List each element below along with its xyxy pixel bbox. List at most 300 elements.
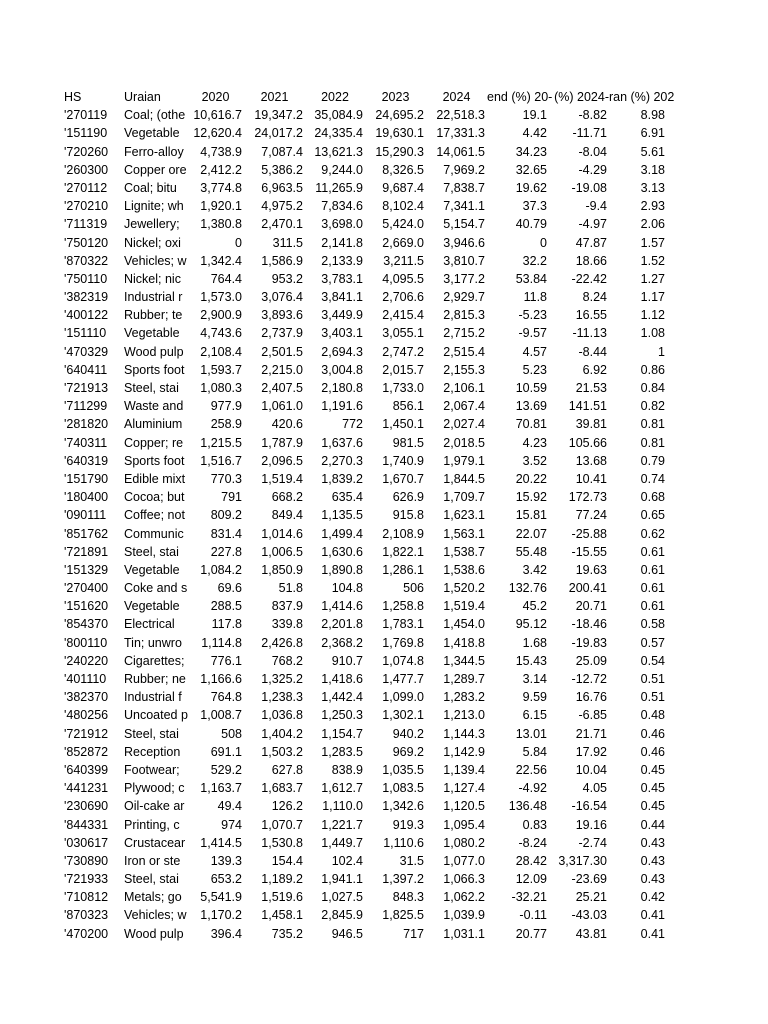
cell-share: 2.06 bbox=[640, 217, 665, 232]
cell-uraian: Steel, stai bbox=[124, 726, 179, 741]
cell-uraian: Metals; go bbox=[124, 890, 182, 905]
cell-trend: -9.57 bbox=[518, 326, 547, 341]
cell-hs: '180400 bbox=[64, 490, 109, 505]
cell-2022: 24,335.4 bbox=[314, 126, 363, 141]
cell-change: -4.97 bbox=[578, 217, 607, 232]
cell-hs: '750120 bbox=[64, 235, 109, 250]
cell-hs: '260300 bbox=[64, 162, 109, 177]
table-row bbox=[0, 506, 768, 524]
cell-share: 0.61 bbox=[640, 581, 665, 596]
cell-2022: 35,084.9 bbox=[314, 108, 363, 123]
cell-2021: 1,683.7 bbox=[261, 781, 303, 796]
cell-2024: 1,344.5 bbox=[443, 653, 485, 668]
cell-hs: '721933 bbox=[64, 872, 109, 887]
cell-trend: 28.42 bbox=[515, 853, 547, 868]
cell-2020: 396.4 bbox=[210, 926, 242, 941]
cell-2024: 1,538.7 bbox=[443, 544, 485, 559]
cell-share: 1 bbox=[658, 344, 665, 359]
table-row bbox=[0, 252, 768, 270]
cell-uraian: Electrical bbox=[124, 617, 175, 632]
cell-change: -11.13 bbox=[572, 326, 607, 341]
cell-hs: '870323 bbox=[64, 908, 109, 923]
cell-2020: 12,620.4 bbox=[193, 126, 242, 141]
cell-hs: '640399 bbox=[64, 762, 109, 777]
cell-share: 0.57 bbox=[640, 635, 665, 650]
cell-2023: 1,258.8 bbox=[382, 599, 424, 614]
cell-2020: 117.8 bbox=[211, 617, 242, 632]
cell-2021: 2,426.8 bbox=[261, 635, 303, 650]
cell-trend: 3.52 bbox=[522, 453, 547, 468]
table-row bbox=[0, 615, 768, 633]
cell-change: -16.54 bbox=[571, 799, 607, 814]
cell-2023: 1,822.1 bbox=[382, 544, 424, 559]
cell-change: 6.92 bbox=[582, 362, 607, 377]
table-row bbox=[0, 579, 768, 597]
cell-2021: 735.2 bbox=[271, 926, 303, 941]
cell-uraian: Crustacear bbox=[124, 835, 186, 850]
cell-2022: 2,180.8 bbox=[321, 381, 363, 395]
cell-2020: 2,412.2 bbox=[200, 162, 242, 177]
table-row bbox=[0, 888, 768, 906]
cell-2020: 809.2 bbox=[210, 508, 242, 523]
cell-2022: 1,941.1 bbox=[321, 872, 363, 887]
cell-2020: 1,166.6 bbox=[200, 672, 242, 686]
cell-2022: 2,368.2 bbox=[321, 635, 363, 650]
cell-hs: '721912 bbox=[64, 726, 109, 741]
cell-change: 17.92 bbox=[575, 744, 607, 759]
cell-2024: 2,155.3 bbox=[443, 362, 485, 377]
cell-2024: 3,810.7 bbox=[443, 253, 485, 268]
cell-change: 4.05 bbox=[582, 781, 607, 796]
cell-2024: 1,289.7 bbox=[443, 672, 485, 686]
cell-share: 0.86 bbox=[640, 362, 665, 377]
cell-change: 47.87 bbox=[575, 235, 607, 250]
cell-2021: 1,787.9 bbox=[261, 435, 303, 450]
cell-2021: 2,470.1 bbox=[261, 217, 303, 232]
cell-2022: 11,265.9 bbox=[315, 180, 363, 195]
cell-2024: 3,946.6 bbox=[443, 235, 485, 250]
cell-uraian: Printing, c bbox=[124, 817, 180, 832]
cell-change: 16.76 bbox=[575, 690, 607, 705]
cell-hs: '270400 bbox=[64, 581, 109, 596]
cell-2024: 2,515.4 bbox=[443, 344, 485, 359]
cell-2020: 3,774.8 bbox=[200, 180, 242, 195]
cell-2022: 838.9 bbox=[331, 762, 363, 777]
cell-2022: 3,403.1 bbox=[321, 326, 363, 341]
cell-2021: 1,530.8 bbox=[261, 835, 303, 850]
cell-2020: 1,114.8 bbox=[201, 635, 242, 650]
header-trend: end (%) 20- bbox=[487, 90, 553, 104]
cell-trend: 132.76 bbox=[508, 581, 547, 596]
table-row bbox=[0, 706, 768, 724]
cell-trend: 9.59 bbox=[522, 690, 547, 705]
cell-2024: 1,979.1 bbox=[443, 453, 485, 468]
table-row bbox=[0, 324, 768, 342]
cell-2020: 4,738.9 bbox=[200, 144, 242, 159]
cell-2022: 1,221.7 bbox=[321, 817, 363, 832]
cell-trend: 55.48 bbox=[515, 544, 547, 559]
cell-change: 13.68 bbox=[575, 453, 607, 468]
cell-trend: 4.23 bbox=[522, 435, 547, 450]
cell-hs: '640319 bbox=[64, 453, 109, 468]
table-row bbox=[0, 525, 768, 543]
cell-uraian: Wood pulp bbox=[124, 926, 184, 941]
cell-change: -43.03 bbox=[571, 908, 607, 923]
cell-hs: '721913 bbox=[64, 381, 109, 395]
cell-uraian: Ferro-alloy bbox=[124, 144, 184, 159]
cell-2022: 1,414.6 bbox=[321, 599, 363, 614]
cell-2024: 3,177.2 bbox=[443, 271, 485, 286]
cell-2021: 311.5 bbox=[272, 235, 303, 250]
cell-hs: '710812 bbox=[64, 890, 109, 905]
cell-trend: 15.81 bbox=[515, 508, 547, 523]
table-row bbox=[0, 343, 768, 361]
cell-2023: 969.2 bbox=[392, 744, 424, 759]
cell-2023: 1,783.1 bbox=[382, 617, 424, 632]
cell-2024: 2,106.1 bbox=[443, 381, 485, 395]
cell-share: 0.45 bbox=[640, 762, 665, 777]
table-row bbox=[0, 397, 768, 415]
table-row bbox=[0, 379, 768, 397]
cell-2023: 981.5 bbox=[392, 435, 424, 450]
cell-uraian: Communic bbox=[124, 526, 184, 541]
cell-hs: '711299 bbox=[64, 399, 108, 414]
cell-share: 0.84 bbox=[640, 381, 665, 395]
cell-2024: 1,080.2 bbox=[443, 835, 485, 850]
cell-2023: 1,099.0 bbox=[382, 690, 424, 705]
cell-change: 43.81 bbox=[575, 926, 607, 941]
cell-uraian: Rubber; te bbox=[124, 308, 183, 323]
cell-2024: 2,929.7 bbox=[443, 290, 485, 305]
cell-2021: 1,850.9 bbox=[261, 562, 303, 577]
cell-uraian: Sports foot bbox=[124, 362, 185, 377]
cell-hs: '270112 bbox=[64, 180, 108, 195]
cell-share: 8.98 bbox=[640, 108, 665, 123]
header-2024: 2024 bbox=[442, 90, 471, 104]
cell-2023: 1,074.8 bbox=[382, 653, 424, 668]
cell-2021: 3,893.6 bbox=[261, 308, 303, 323]
table-row bbox=[0, 543, 768, 561]
cell-2021: 6,963.5 bbox=[261, 180, 303, 195]
table-row bbox=[0, 688, 768, 706]
cell-2021: 4,975.2 bbox=[261, 199, 303, 214]
cell-uraian: Vegetable bbox=[124, 599, 180, 614]
cell-2024: 1,077.0 bbox=[443, 853, 485, 868]
cell-hs: '382370 bbox=[64, 690, 109, 705]
cell-2020: 5,541.9 bbox=[200, 890, 242, 905]
cell-2023: 24,695.2 bbox=[375, 108, 424, 123]
cell-2020: 258.9 bbox=[210, 417, 242, 432]
cell-2023: 9,687.4 bbox=[382, 180, 424, 195]
cell-uraian: Steel, stai bbox=[124, 381, 179, 395]
cell-share: 1.52 bbox=[640, 253, 665, 268]
header-change: (%) 2024- bbox=[554, 90, 609, 104]
cell-2024: 1,031.1 bbox=[443, 926, 485, 941]
cell-2021: 3,076.4 bbox=[261, 290, 303, 305]
cell-2023: 1,397.2 bbox=[382, 872, 424, 887]
cell-2020: 1,080.3 bbox=[200, 381, 242, 395]
cell-2023: 848.3 bbox=[392, 890, 424, 905]
cell-2021: 953.2 bbox=[271, 271, 303, 286]
cell-2020: 1,920.1 bbox=[200, 199, 242, 214]
cell-share: 1.57 bbox=[640, 235, 665, 250]
cell-2021: 1,238.3 bbox=[261, 690, 303, 705]
cell-2020: 1,163.7 bbox=[200, 781, 242, 796]
cell-2024: 1,039.9 bbox=[443, 908, 485, 923]
cell-trend: 1.68 bbox=[522, 635, 547, 650]
cell-trend: -5.23 bbox=[518, 308, 547, 323]
table-row bbox=[0, 470, 768, 488]
header-2021: 2021 bbox=[260, 90, 289, 104]
cell-share: 0.41 bbox=[640, 926, 665, 941]
table-row bbox=[0, 197, 768, 215]
cell-2021: 768.2 bbox=[271, 653, 303, 668]
cell-2024: 1,844.5 bbox=[443, 471, 485, 486]
cell-uraian: Coffee; not bbox=[124, 508, 185, 523]
cell-trend: 34.23 bbox=[515, 144, 547, 159]
cell-2022: 3,783.1 bbox=[321, 271, 363, 286]
cell-2020: 227.8 bbox=[210, 544, 242, 559]
cell-change: 19.63 bbox=[575, 562, 607, 577]
cell-share: 0.43 bbox=[640, 853, 665, 868]
cell-share: 0.46 bbox=[640, 744, 665, 759]
cell-2021: 2,096.5 bbox=[261, 453, 303, 468]
cell-uraian: Uncoated p bbox=[124, 708, 188, 723]
cell-2020: 1,380.8 bbox=[200, 217, 242, 232]
cell-2023: 1,110.6 bbox=[383, 835, 424, 850]
cell-2020: 653.2 bbox=[210, 872, 242, 887]
cell-2024: 5,154.7 bbox=[443, 217, 485, 232]
cell-2024: 2,067.4 bbox=[443, 399, 485, 414]
cell-hs: '151790 bbox=[64, 471, 109, 486]
cell-2022: 3,004.8 bbox=[321, 362, 363, 377]
table-row bbox=[0, 725, 768, 743]
cell-share: 0.81 bbox=[640, 417, 665, 432]
cell-2023: 15,290.3 bbox=[375, 144, 424, 159]
cell-2024: 1,213.0 bbox=[443, 708, 485, 723]
cell-2023: 2,108.9 bbox=[382, 526, 424, 541]
cell-trend: 12.09 bbox=[515, 872, 547, 887]
cell-share: 0.65 bbox=[640, 508, 665, 523]
table-row bbox=[0, 434, 768, 452]
cell-2020: 0 bbox=[235, 235, 242, 250]
cell-2022: 2,201.8 bbox=[321, 617, 363, 632]
cell-share: 0.46 bbox=[640, 726, 665, 741]
cell-2022: 1,110.0 bbox=[322, 799, 363, 814]
cell-2022: 3,841.1 bbox=[321, 290, 363, 305]
cell-2023: 31.5 bbox=[399, 853, 424, 868]
cell-uraian: Plywood; c bbox=[124, 781, 185, 796]
cell-share: 0.82 bbox=[640, 399, 665, 414]
cell-change: 200.41 bbox=[568, 581, 607, 596]
cell-uraian: Copper; re bbox=[124, 435, 184, 450]
cell-uraian: Steel, stai bbox=[124, 544, 179, 559]
cell-trend: 53.84 bbox=[515, 271, 547, 286]
cell-2020: 4,743.6 bbox=[200, 326, 242, 341]
cell-2021: 1,061.0 bbox=[261, 399, 303, 414]
cell-2021: 1,404.2 bbox=[261, 726, 303, 741]
cell-change: -19.83 bbox=[571, 635, 607, 650]
cell-2022: 1,839.2 bbox=[321, 471, 363, 486]
cell-hs: '750110 bbox=[64, 271, 108, 286]
cell-2020: 776.1 bbox=[210, 653, 242, 668]
cell-2022: 1,637.6 bbox=[321, 435, 363, 450]
cell-2024: 1,563.1 bbox=[443, 526, 485, 541]
cell-2022: 1,630.6 bbox=[321, 544, 363, 559]
cell-2021: 154.4 bbox=[271, 853, 303, 868]
cell-change: -4.29 bbox=[578, 162, 607, 177]
cell-trend: 19.62 bbox=[515, 180, 547, 195]
cell-share: 0.51 bbox=[640, 690, 665, 705]
cell-2023: 717 bbox=[403, 926, 424, 941]
cell-2022: 635.4 bbox=[331, 490, 363, 505]
table-row bbox=[0, 906, 768, 924]
cell-2024: 7,341.1 bbox=[443, 199, 485, 214]
cell-uraian: Industrial r bbox=[124, 290, 183, 305]
cell-2021: 2,215.0 bbox=[261, 362, 303, 377]
cell-trend: 0 bbox=[540, 235, 547, 250]
cell-share: 0.58 bbox=[640, 617, 665, 632]
cell-change: 172.73 bbox=[568, 490, 607, 505]
cell-hs: '441231 bbox=[64, 781, 109, 796]
cell-trend: 13.69 bbox=[515, 399, 547, 414]
header-row bbox=[0, 88, 768, 106]
cell-uraian: Waste and bbox=[124, 399, 184, 414]
cell-2022: 1,499.4 bbox=[321, 526, 363, 541]
cell-change: 77.24 bbox=[575, 508, 607, 523]
cell-2021: 2,407.5 bbox=[261, 381, 303, 395]
table-row bbox=[0, 288, 768, 306]
cell-uraian: Copper ore bbox=[124, 162, 187, 177]
cell-2020: 1,008.7 bbox=[200, 708, 242, 723]
cell-2023: 2,015.7 bbox=[382, 362, 424, 377]
cell-share: 0.54 bbox=[640, 653, 665, 668]
cell-share: 0.41 bbox=[640, 908, 665, 923]
cell-uraian: Cigarettes; bbox=[124, 653, 185, 668]
cell-share: 1.12 bbox=[640, 308, 665, 323]
cell-2024: 2,815.3 bbox=[443, 308, 485, 323]
cell-2022: 1,135.5 bbox=[321, 508, 363, 523]
cell-share: 0.44 bbox=[640, 817, 665, 832]
cell-2024: 2,027.4 bbox=[443, 417, 485, 432]
cell-2024: 1,095.4 bbox=[443, 817, 485, 832]
cell-2020: 49.4 bbox=[217, 799, 242, 814]
cell-share: 0.61 bbox=[640, 544, 665, 559]
cell-2020: 1,573.0 bbox=[200, 290, 242, 305]
cell-change: 25.09 bbox=[575, 653, 607, 668]
cell-hs: '240220 bbox=[64, 653, 109, 668]
cell-trend: 20.77 bbox=[515, 926, 547, 941]
cell-share: 0.45 bbox=[640, 799, 665, 814]
cell-2020: 764.4 bbox=[210, 271, 242, 286]
cell-uraian: Coal; bitu bbox=[124, 180, 177, 195]
cell-change: -9.4 bbox=[585, 199, 607, 214]
cell-hs: '711319 bbox=[64, 217, 108, 232]
cell-trend: -4.92 bbox=[518, 781, 547, 796]
cell-2021: 24,017.2 bbox=[254, 126, 303, 141]
table-row bbox=[0, 452, 768, 470]
table-row bbox=[0, 816, 768, 834]
cell-2023: 1,083.5 bbox=[382, 781, 424, 796]
cell-trend: 22.07 bbox=[515, 526, 547, 541]
table-row bbox=[0, 743, 768, 761]
cell-2022: 1,442.4 bbox=[321, 690, 363, 705]
cell-uraian: Sports foot bbox=[124, 453, 185, 468]
cell-2021: 1,586.9 bbox=[261, 253, 303, 268]
cell-share: 0.68 bbox=[640, 490, 665, 505]
cell-hs: '720260 bbox=[64, 144, 109, 159]
cell-trend: 70.81 bbox=[515, 417, 547, 432]
cell-2023: 8,326.5 bbox=[382, 162, 424, 177]
cell-share: 6.91 bbox=[640, 126, 665, 141]
cell-2021: 668.2 bbox=[271, 490, 303, 505]
cell-hs: '270210 bbox=[64, 199, 109, 214]
cell-2024: 1,709.7 bbox=[443, 490, 485, 505]
cell-uraian: Jewellery; bbox=[124, 217, 180, 232]
cell-2020: 977.9 bbox=[210, 399, 242, 414]
cell-hs: '740311 bbox=[64, 435, 108, 450]
cell-hs: '401110 bbox=[64, 672, 107, 686]
cell-2021: 5,386.2 bbox=[261, 162, 303, 177]
cell-2023: 856.1 bbox=[392, 399, 424, 414]
cell-change: 3,317.30 bbox=[558, 853, 607, 868]
cell-change: 21.53 bbox=[575, 381, 607, 395]
cell-2022: 1,191.6 bbox=[321, 399, 363, 414]
cell-share: 0.51 bbox=[640, 672, 665, 686]
cell-trend: 19.1 bbox=[522, 108, 547, 123]
cell-2023: 8,102.4 bbox=[382, 199, 424, 214]
cell-uraian: Nickel; nic bbox=[124, 271, 181, 286]
table-row bbox=[0, 670, 768, 688]
cell-2022: 102.4 bbox=[331, 853, 363, 868]
cell-2024: 1,066.3 bbox=[443, 872, 485, 887]
cell-trend: 45.2 bbox=[522, 599, 547, 614]
cell-2021: 420.6 bbox=[271, 417, 303, 432]
cell-2023: 626.9 bbox=[392, 490, 424, 505]
cell-2021: 339.8 bbox=[271, 617, 303, 632]
cell-2020: 139.3 bbox=[210, 853, 242, 868]
cell-trend: 0.83 bbox=[522, 817, 547, 832]
cell-2024: 7,838.7 bbox=[443, 180, 485, 195]
cell-2024: 1,623.1 bbox=[443, 508, 485, 523]
table-row bbox=[0, 761, 768, 779]
cell-change: -18.46 bbox=[571, 617, 607, 632]
cell-share: 1.17 bbox=[640, 290, 665, 305]
cell-2023: 19,630.1 bbox=[375, 126, 424, 141]
cell-2023: 1,825.5 bbox=[382, 908, 424, 923]
cell-2020: 508 bbox=[221, 726, 242, 741]
cell-2022: 1,154.7 bbox=[321, 726, 363, 741]
cell-2024: 1,144.3 bbox=[443, 726, 485, 741]
cell-uraian: Edible mixt bbox=[124, 471, 186, 486]
cell-share: 0.45 bbox=[640, 781, 665, 796]
cell-hs: '480256 bbox=[64, 708, 109, 723]
header-2022: 2022 bbox=[321, 90, 349, 104]
table-row bbox=[0, 652, 768, 670]
table-row bbox=[0, 415, 768, 433]
cell-2022: 1,449.7 bbox=[321, 835, 363, 850]
cell-change: -2.74 bbox=[578, 835, 607, 850]
cell-uraian: Rubber; ne bbox=[124, 672, 186, 686]
cell-hs: '090111 bbox=[64, 508, 107, 523]
cell-uraian: Reception bbox=[124, 744, 181, 759]
cell-2020: 1,342.4 bbox=[200, 253, 242, 268]
cell-2021: 7,087.4 bbox=[261, 144, 303, 159]
cell-share: 5.61 bbox=[640, 144, 665, 159]
cell-2020: 1,170.2 bbox=[200, 908, 242, 923]
cell-uraian: Industrial f bbox=[124, 690, 182, 705]
cell-hs: '270119 bbox=[64, 108, 108, 123]
